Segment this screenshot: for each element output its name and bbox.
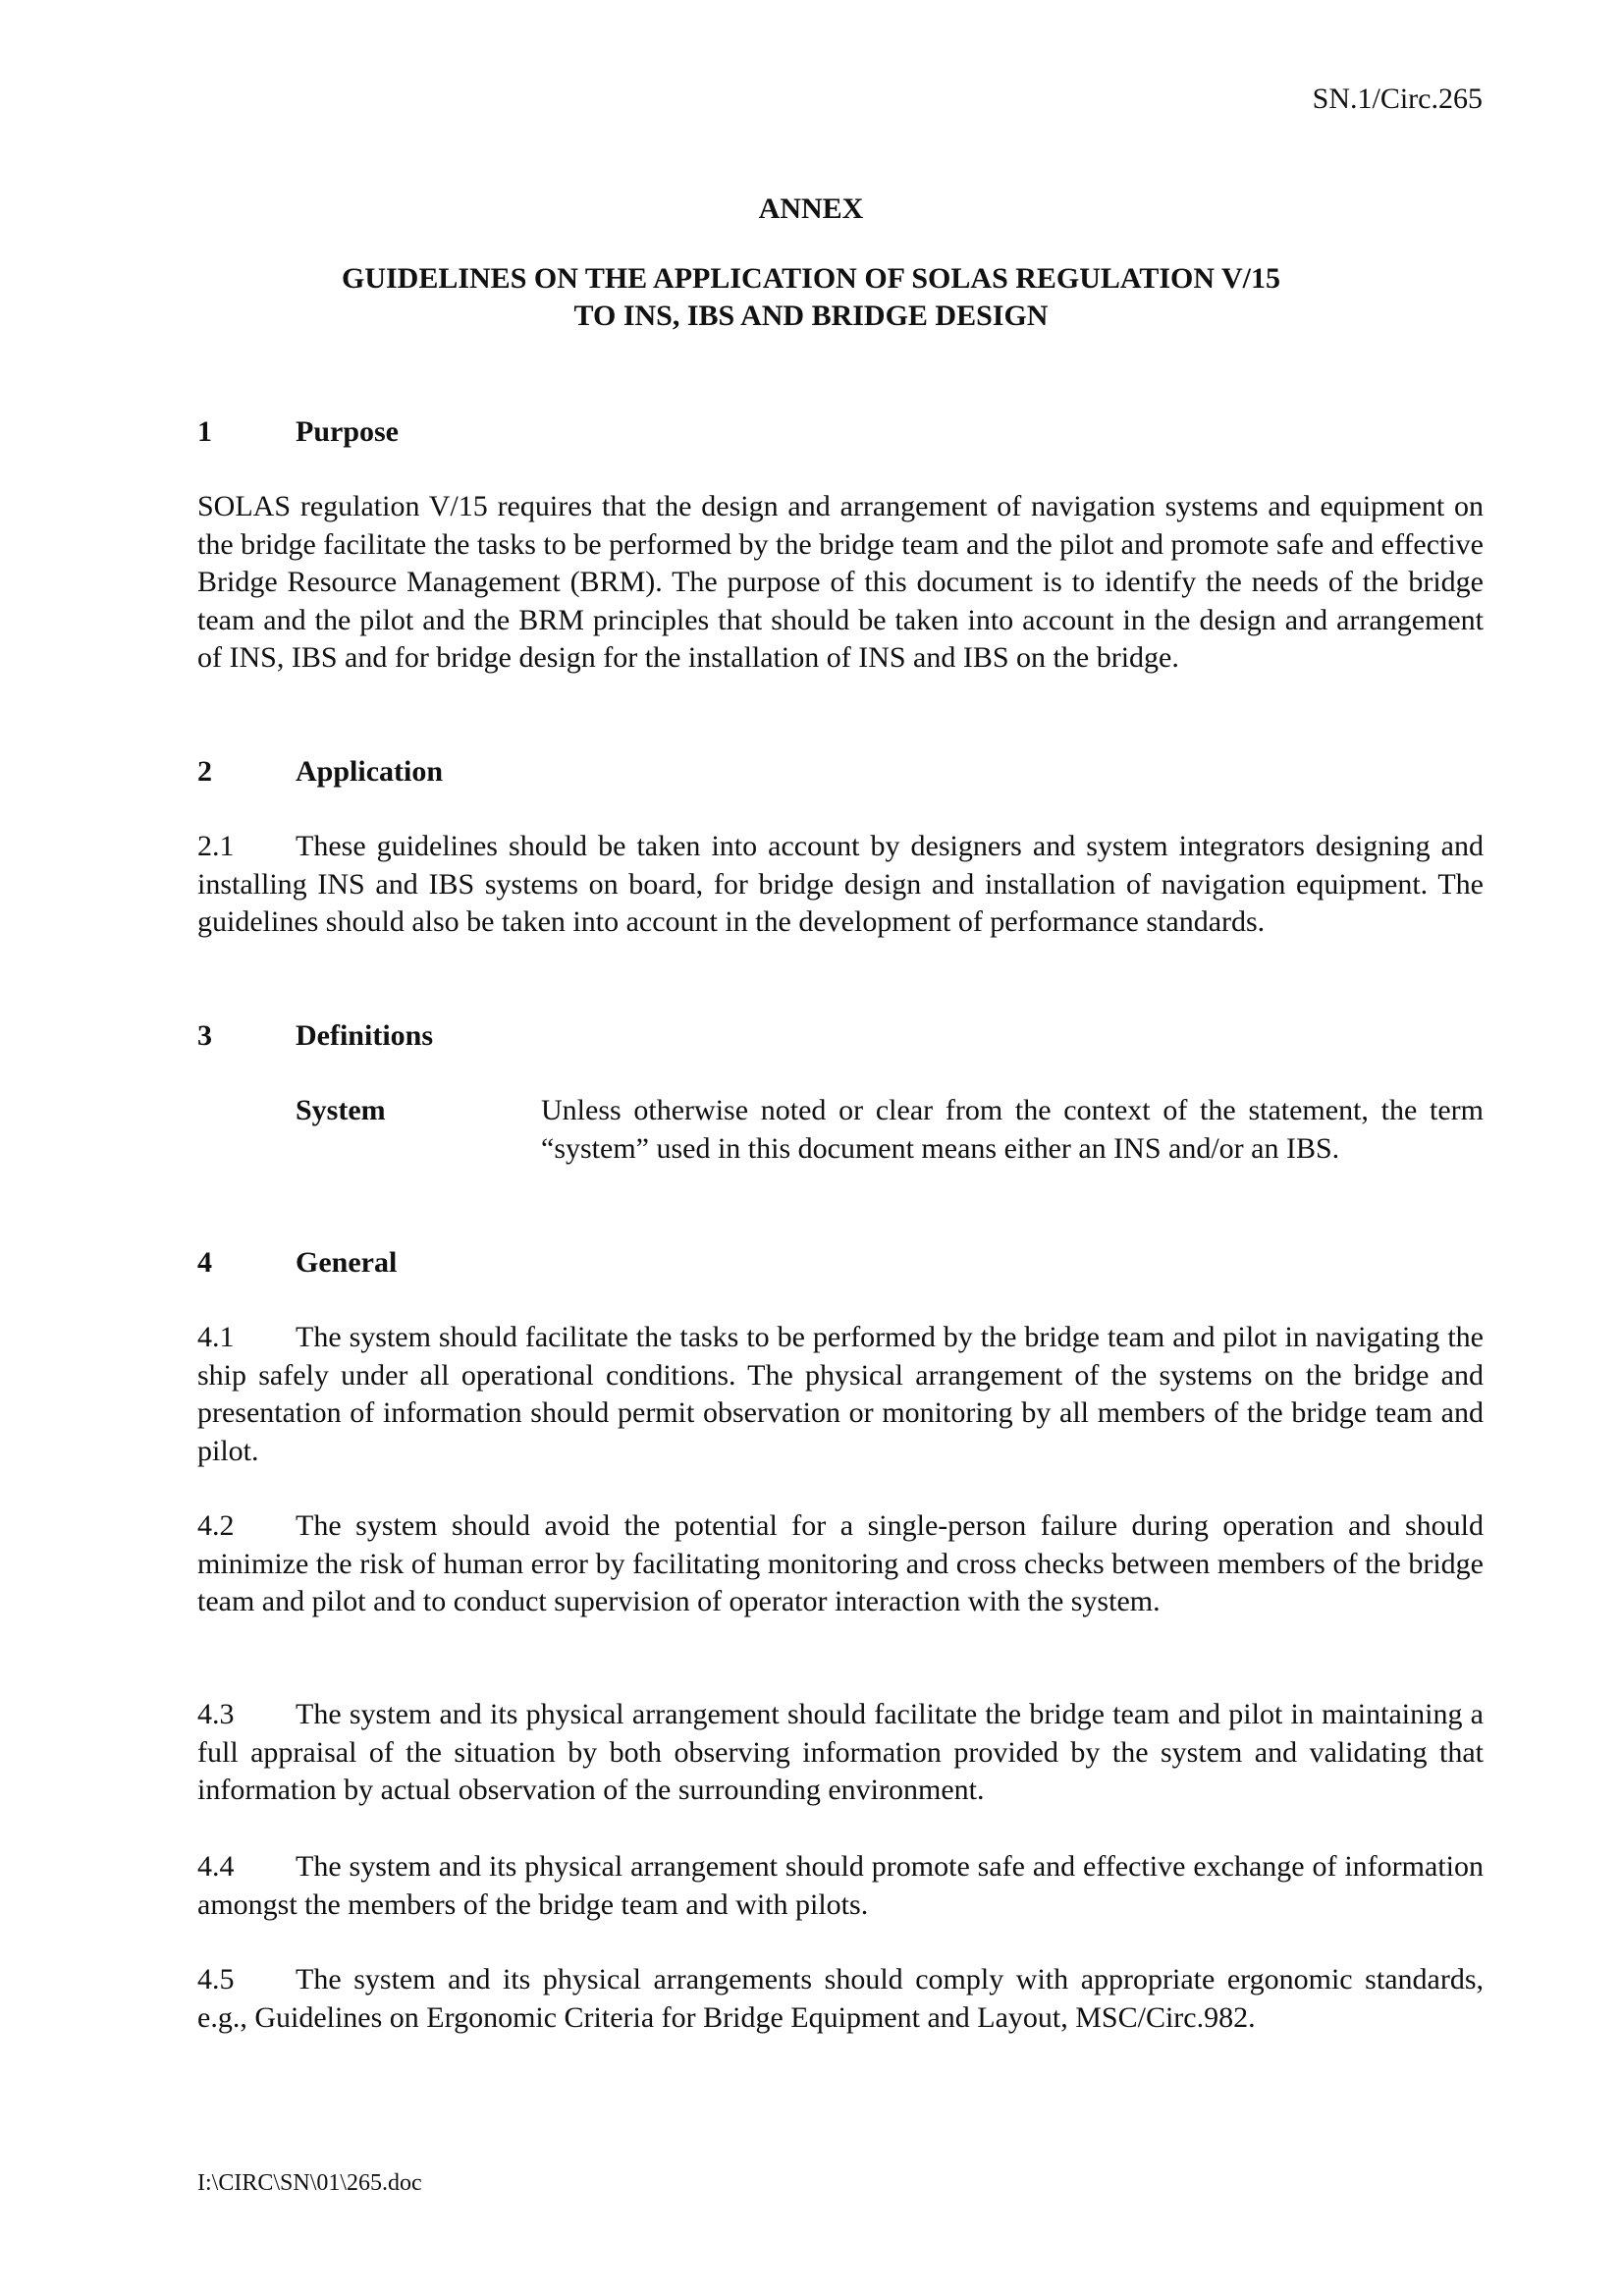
paragraph-text: These guidelines should be taken into account by designers and system integrators designing and installing INS and IBS systems on board, for bridge design and installation of navigation equipment. The guidelines should also be taken into account in the development of performance standards. bbox=[197, 830, 1484, 938]
section-title: Purpose bbox=[296, 415, 399, 448]
paragraph-text: The system and its physical arrangement should facilitate the bridge team and pilot in maintaining a full appraisal of the situation by both observing information provided by the system and validating that information by actual observation of the surrounding environment. bbox=[197, 1698, 1484, 1806]
paragraph-number: 4.1 bbox=[197, 1321, 235, 1353]
paragraph-4-2 bbox=[197, 1507, 1484, 1621]
document-reference: SN.1/Circ.265 bbox=[1312, 82, 1483, 115]
paragraph-2-1 bbox=[197, 828, 1484, 942]
section-number: 4 bbox=[197, 1246, 212, 1279]
file-path-footer: I:\CIRC\SN\01\265.doc bbox=[197, 2170, 422, 2196]
section-2-heading bbox=[197, 753, 443, 791]
paragraph-4-3 bbox=[197, 1696, 1484, 1810]
section-number: 2 bbox=[197, 755, 212, 788]
definition-term: System bbox=[296, 1094, 386, 1126]
paragraph-4-5 bbox=[197, 1961, 1484, 2037]
paragraph-text: The system and its physical arrangements should comply with appropriate ergonomic standards, e.g., Guidelines on Ergonomic Criteria for Bridge Equipment and Layout, MSC/Circ.982. bbox=[197, 1963, 1484, 2034]
title-line-1: GUIDELINES ON THE APPLICATION OF SOLAS REGULATION V/15 bbox=[341, 262, 1281, 295]
paragraph-number: 4.5 bbox=[197, 1963, 235, 1995]
paragraph-text: The system should facilitate the tasks to be performed by the bridge team and pilot in navigating the ship safely under all operational conditions. The physical arrangement of the systems on the bridge and presentation of information should permit observation or monitoring by all members of the bridge team and pilot. bbox=[197, 1321, 1484, 1467]
paragraph-text: The system and its physical arrangement should promote safe and effective exchange of information amongst the members of the bridge team and with pilots. bbox=[197, 1850, 1484, 1921]
section-4-heading bbox=[197, 1244, 397, 1282]
section-title: Application bbox=[296, 755, 444, 788]
paragraph-4-1 bbox=[197, 1319, 1484, 1470]
paragraph-text: The system should avoid the potential for a single-person failure during operation and should minimize the risk of human error by facilitating monitoring and cross checks between members of the bridge team and pilot and to conduct supervision of operator interaction with the system. bbox=[197, 1509, 1484, 1617]
paragraph-number: 4.4 bbox=[197, 1850, 235, 1883]
paragraph-4-4 bbox=[197, 1848, 1484, 1924]
section-number: 3 bbox=[197, 1019, 212, 1052]
title-line-2: TO INS, IBS AND BRIDGE DESIGN bbox=[573, 300, 1049, 332]
paragraph-number: 2.1 bbox=[197, 830, 235, 862]
definition-text: Unless otherwise noted or clear from the context of the statement, the term “system” used in this document means either an INS and/or an IBS. bbox=[541, 1094, 1484, 1165]
section-title: General bbox=[296, 1246, 398, 1279]
purpose-paragraph: SOLAS regulation V/15 requires that the design and arrangement of navigation systems and equipment on the bridge facilitate the tasks to be performed by the bridge team and the pilot and promote safe and effective Bridge Resource Management (BRM). The purpose of this document is to identify the needs of the bridge team and the pilot and the BRM principles that should be taken into account in the design and arrangement of INS, IBS and for bridge design for the installation of INS and IBS on the bridge. bbox=[197, 490, 1484, 674]
section-title: Definitions bbox=[296, 1019, 434, 1052]
annex-heading: ANNEX bbox=[758, 192, 864, 225]
paragraph-number: 4.3 bbox=[197, 1698, 235, 1730]
section-3-heading bbox=[197, 1017, 433, 1055]
section-1-heading bbox=[197, 413, 399, 451]
paragraph-number: 4.2 bbox=[197, 1509, 235, 1542]
section-number: 1 bbox=[197, 415, 212, 448]
